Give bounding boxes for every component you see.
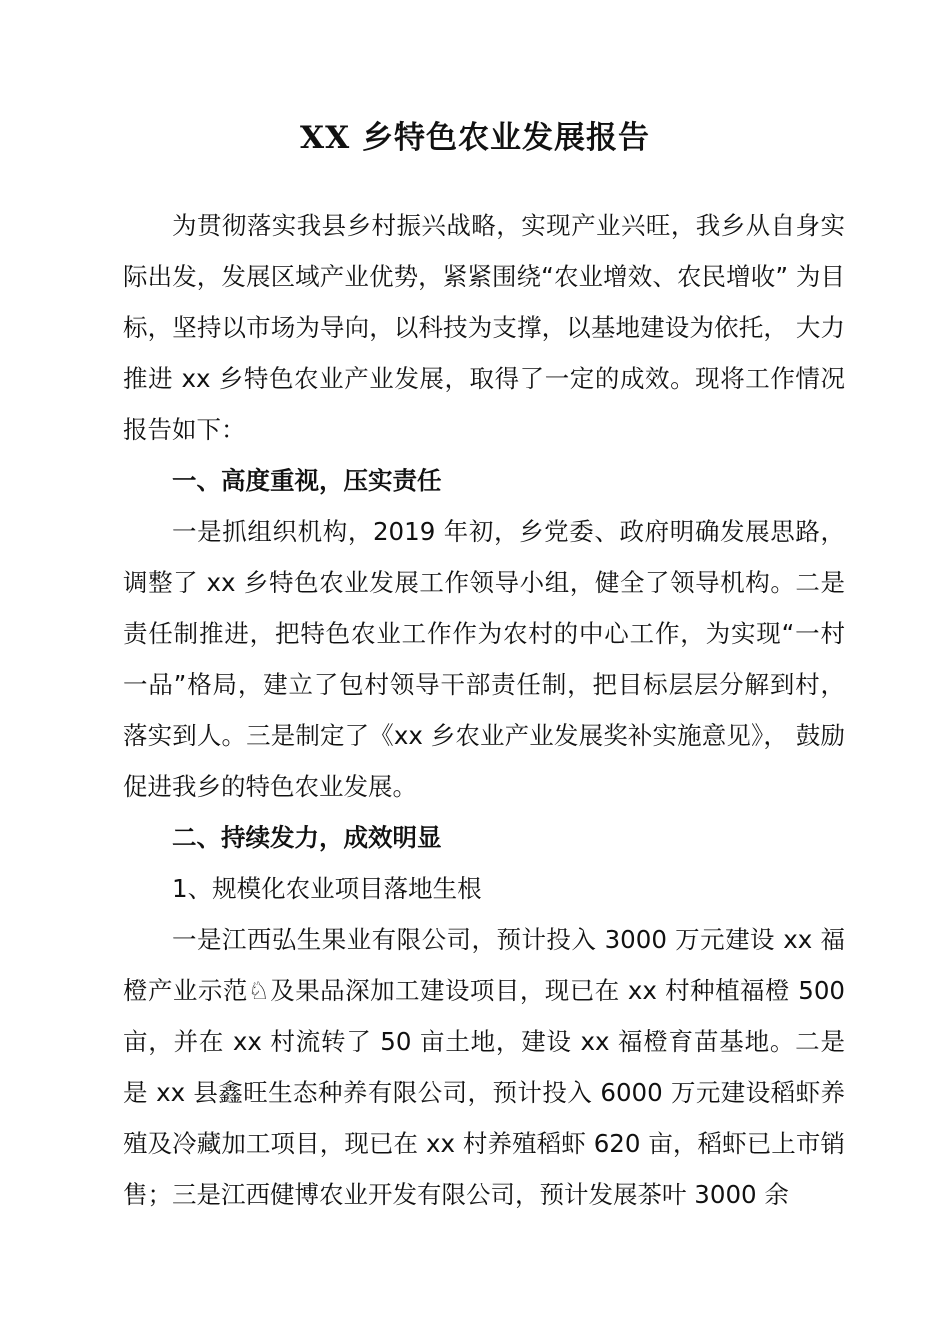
document-body — [123, 200, 845, 1220]
section-2-subheading: 1、规模化农业项目落地生根 — [172, 874, 482, 903]
section-1-paragraph: 一是抓组织机构，2019 年初，乡党委、政府明确发展思路， 调整了 xx 乡特色农业发展工作领导小组，健全了领导机构。二是责任制推进，把特色农业工作作为农村的中心工作，为实现“一村一品”格局，建立了包村领导干部责任制，把目标层层分解到村，落实到人。三是制定了《xx 乡农业产业发展奖补实施意见》， 鼓励促进我乡的特色农业发展。 — [123, 517, 845, 801]
document-title: XX 乡特色农业发展报告 — [300, 120, 650, 156]
section-1-heading: 一、高度重视，压实责任 — [172, 466, 442, 495]
intro-paragraph: 为贯彻落实我县乡村振兴战略，实现产业兴旺，我乡从自身实际出发，发展区域产业优势，紧紧围绕“农业增效、农民增收” 为目标，坚持以市场为导向，以科技为支撑，以基地建设为依托， 大力推进 xx 乡特色农业产业发展，取得了一定的成效。现将工作情况报告如下： — [123, 211, 845, 444]
section-2-paragraph: 一是江西弘生果业有限公司，预计投入 3000 万元建设 xx 福橙产业示范♘及果品深加工建设项目，现已在 xx 村种植福橙 500 亩，并在 xx 村流转了 50 亩土地，建设 xx 福橙育苗基地。二是是 xx 县鑫旺生态种养有限公司，预计投入 6000 万元建设稻虾养殖及冷藏加工项目，现已在 xx 村养殖稻虾 620 亩，稻虾已上市销售；三是江西健博农业开发有限公司，预计发展茶叶 3000 余 — [123, 925, 845, 1209]
section-2-heading: 二、持续发力，成效明显 — [172, 823, 442, 852]
